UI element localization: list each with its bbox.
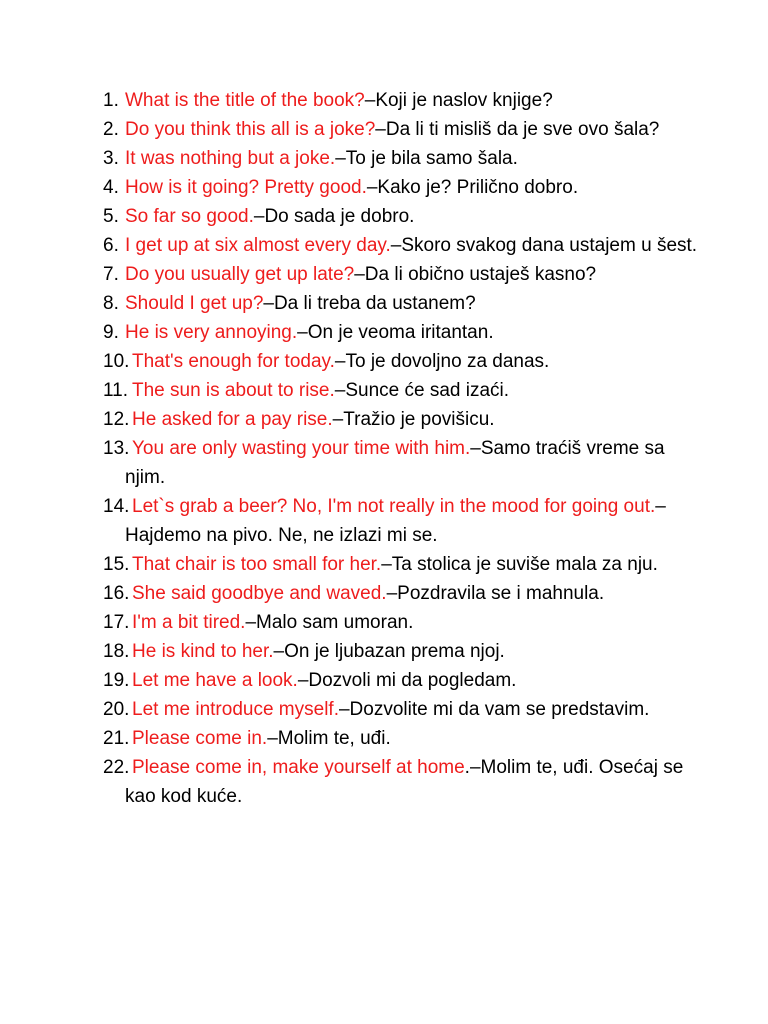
list-item: [0, 173, 768, 202]
item-number: 15.: [103, 554, 130, 575]
english-phrase: Let me have a look.: [132, 670, 298, 691]
item-number: 16.: [103, 583, 130, 604]
english-phrase: Please come in, make yourself at home: [132, 757, 465, 778]
list-item: [0, 115, 768, 144]
list-item: [0, 260, 768, 289]
translation: –Hajdemo na pivo. Ne, ne izlazi mi se.: [125, 496, 666, 546]
item-number: 22.: [103, 757, 130, 778]
list-item: [0, 608, 768, 637]
english-phrase: I'm a bit tired.: [132, 612, 246, 633]
list-item: [0, 695, 768, 724]
list-item: [0, 318, 768, 347]
english-phrase: You are only wasting your time with him.: [132, 438, 471, 459]
list-item: [0, 434, 768, 492]
item-number: 19.: [103, 670, 130, 691]
list-item: [0, 86, 768, 115]
translation: –To je dovoljno za danas.: [334, 351, 550, 372]
english-phrase: Should I get up?: [125, 293, 264, 314]
translation: –Kako je? Prilično dobro.: [366, 177, 579, 198]
list-item: [0, 550, 768, 579]
english-phrase: What is the title of the book?: [125, 90, 365, 111]
item-number: 8.: [103, 293, 119, 314]
translation: –Tražio je povišicu.: [332, 409, 495, 430]
translation: –Skoro svakog dana ustajem u šest.: [390, 235, 698, 256]
english-phrase: That chair is too small for her.: [132, 554, 382, 575]
item-number: 20.: [103, 699, 130, 720]
translation: .–Molim te, uđi. Osećaj se kao kod kuće.: [125, 757, 684, 807]
item-number: 17.: [103, 612, 130, 633]
translation: –Dozvoli mi da pogledam.: [297, 670, 517, 691]
english-phrase: Let me introduce myself.: [132, 699, 339, 720]
item-number: 21.: [103, 728, 130, 749]
list-item: [0, 376, 768, 405]
translation: –Da li obično ustaješ kasno?: [354, 264, 597, 285]
item-number: 6.: [103, 235, 119, 256]
item-number: 9.: [103, 322, 119, 343]
item-number: 1.: [103, 90, 119, 111]
item-number: 2.: [103, 119, 119, 140]
item-number: 18.: [103, 641, 130, 662]
list-item: [0, 144, 768, 173]
translation: –On je ljubazan prema njoj.: [273, 641, 505, 662]
list-item: [0, 637, 768, 666]
item-number: 14.: [103, 496, 130, 517]
english-phrase: Do you think this all is a joke?: [125, 119, 376, 140]
english-phrase: He asked for a pay rise.: [132, 409, 333, 430]
translation: –Molim te, uđi.: [267, 728, 391, 749]
list-item: [0, 579, 768, 608]
translation: –Do sada je dobro.: [253, 206, 415, 227]
item-number: 11.: [103, 380, 129, 401]
english-phrase: I get up at six almost every day.: [125, 235, 391, 256]
translation: –Samo traćiš vreme sa njim.: [125, 438, 665, 488]
translation: –Da li ti misliš da je sve ovo šala?: [375, 119, 660, 140]
english-phrase: It was nothing but a joke.: [125, 148, 336, 169]
phrase-list: [0, 86, 768, 811]
translation: –Sunce će sad izaći.: [334, 380, 510, 401]
list-item: [0, 724, 768, 753]
english-phrase: He is very annoying.: [125, 322, 298, 343]
english-phrase: How is it going? Pretty good.: [125, 177, 367, 198]
item-number: 7.: [103, 264, 119, 285]
item-number: 4.: [103, 177, 119, 198]
english-phrase: Let`s grab a beer? No, I'm not really in the mood for going out.: [132, 496, 656, 517]
item-number: 10.: [103, 351, 130, 372]
list-item: [0, 753, 768, 811]
translation: –Malo sam umoran.: [245, 612, 414, 633]
list-item: [0, 289, 768, 318]
list-item: [0, 492, 768, 550]
translation: –Da li treba da ustanem?: [263, 293, 476, 314]
list-item: [0, 202, 768, 231]
list-item: [0, 666, 768, 695]
list-item: [0, 347, 768, 376]
english-phrase: So far so good.: [125, 206, 254, 227]
english-phrase: She said goodbye and waved.: [132, 583, 387, 604]
english-phrase: He is kind to her.: [132, 641, 274, 662]
translation: –To je bila samo šala.: [335, 148, 518, 169]
english-phrase: The sun is about to rise.: [132, 380, 335, 401]
english-phrase: Do you usually get up late?: [125, 264, 355, 285]
translation: –Koji je naslov knjige?: [364, 90, 553, 111]
item-number: 13.: [103, 438, 130, 459]
english-phrase: Please come in.: [132, 728, 268, 749]
item-number: 12.: [103, 409, 130, 430]
translation: –Pozdravila se i mahnula.: [386, 583, 605, 604]
english-phrase: That's enough for today.: [132, 351, 335, 372]
list-item: [0, 405, 768, 434]
item-number: 5.: [103, 206, 119, 227]
item-number: 3.: [103, 148, 119, 169]
translation: –Ta stolica je suviše mala za nju.: [381, 554, 658, 575]
translation: –On je veoma iritantan.: [297, 322, 494, 343]
list-item: [0, 231, 768, 260]
translation: –Dozvolite mi da vam se predstavim.: [338, 699, 650, 720]
